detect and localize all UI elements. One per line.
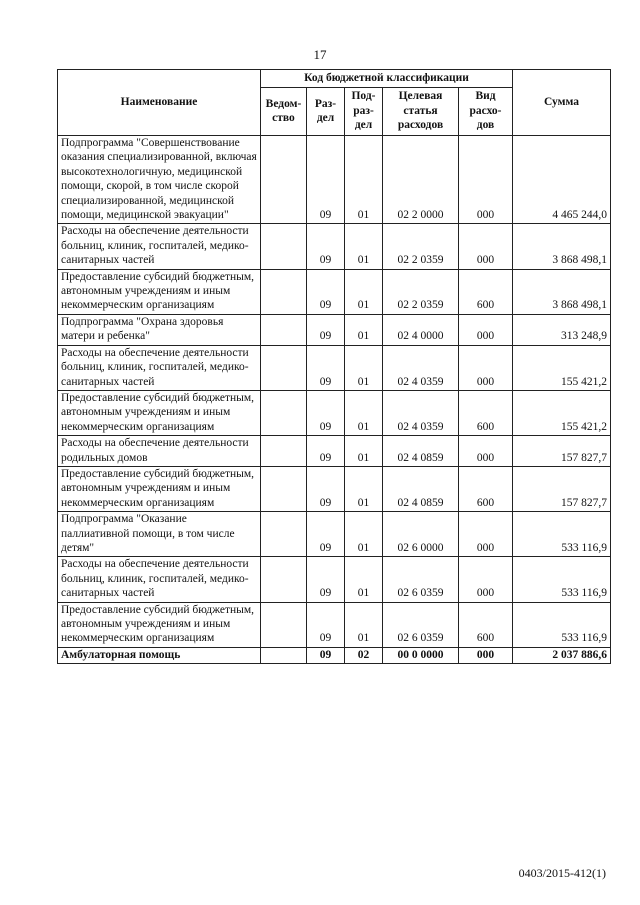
row-name: Амбулаторная помощь [58, 647, 261, 663]
table-row [58, 136, 611, 224]
row-vedomstvo [261, 647, 307, 663]
row-podrazdel: 01 [345, 390, 383, 435]
table-row [58, 390, 611, 435]
row-podrazdel: 01 [345, 345, 383, 390]
row-vedomstvo [261, 136, 307, 224]
row-vid: 000 [459, 136, 513, 224]
row-summa: 533 116,9 [513, 557, 611, 602]
row-summa: 313 248,9 [513, 314, 611, 345]
row-celevaya: 02 4 0359 [383, 390, 459, 435]
row-vedomstvo [261, 602, 307, 647]
row-podrazdel: 01 [345, 436, 383, 467]
table-row [58, 557, 611, 602]
row-vedomstvo [261, 466, 307, 511]
row-vid: 600 [459, 390, 513, 435]
row-summa: 533 116,9 [513, 512, 611, 557]
row-vid: 600 [459, 466, 513, 511]
header-name: Наименование [58, 70, 261, 136]
row-razdel: 09 [307, 390, 345, 435]
row-razdel: 09 [307, 602, 345, 647]
row-name: Предоставление субсидий бюджетным, автономным учреждениям и иным некоммерческим организациям [58, 390, 261, 435]
row-razdel: 09 [307, 314, 345, 345]
row-name: Подпрограмма "Совершенствование оказания специализированной, включая высокотехнологичную, медицинской помощи, скорой, в том числе скорой специализированной, медицинской помощи, медицинской эвакуации" [58, 136, 261, 224]
row-summa: 157 827,7 [513, 436, 611, 467]
row-name: Предоставление субсидий бюджетным, автономным учреждениям и иным некоммерческим организациям [58, 466, 261, 511]
row-celevaya: 00 0 0000 [383, 647, 459, 663]
header-razdel: Раз- дел [307, 88, 345, 136]
row-summa: 3 868 498,1 [513, 269, 611, 314]
row-name: Предоставление субсидий бюджетным, автономным учреждениям и иным некоммерческим организациям [58, 269, 261, 314]
row-razdel: 09 [307, 136, 345, 224]
row-razdel: 09 [307, 647, 345, 663]
row-vedomstvo [261, 436, 307, 467]
row-celevaya: 02 4 0859 [383, 436, 459, 467]
row-vid: 600 [459, 269, 513, 314]
table-row [58, 314, 611, 345]
row-vid: 000 [459, 224, 513, 269]
row-celevaya: 02 6 0000 [383, 512, 459, 557]
row-summa: 155 421,2 [513, 345, 611, 390]
row-vedomstvo [261, 224, 307, 269]
row-summa: 2 037 886,6 [513, 647, 611, 663]
header-code-group: Код бюджетной классификации [261, 70, 513, 88]
row-razdel: 09 [307, 436, 345, 467]
row-name: Расходы на обеспечение деятельности больниц, клиник, госпиталей, медико-санитарных частей [58, 345, 261, 390]
row-podrazdel: 01 [345, 314, 383, 345]
budget-table [57, 69, 611, 664]
row-vid: 000 [459, 436, 513, 467]
row-vid: 000 [459, 345, 513, 390]
row-celevaya: 02 6 0359 [383, 602, 459, 647]
row-name: Расходы на обеспечение деятельности больниц, клиник, госпиталей, медико-санитарных частей [58, 224, 261, 269]
table-row [58, 512, 611, 557]
row-podrazdel: 02 [345, 647, 383, 663]
row-celevaya: 02 2 0000 [383, 136, 459, 224]
row-razdel: 09 [307, 345, 345, 390]
row-podrazdel: 01 [345, 269, 383, 314]
row-celevaya: 02 2 0359 [383, 224, 459, 269]
page-number: 17 [313, 47, 327, 62]
row-name: Расходы на обеспечение деятельности больниц, клиник, госпиталей, медико-санитарных частей [58, 557, 261, 602]
header-podrazdel: Под- раз- дел [345, 88, 383, 136]
row-podrazdel: 01 [345, 557, 383, 602]
row-vid: 000 [459, 557, 513, 602]
row-vid: 000 [459, 647, 513, 663]
table-row-total [58, 647, 611, 663]
header-vedomstvo: Ведом- ство [261, 88, 307, 136]
row-name: Расходы на обеспечение деятельности родильных домов [58, 436, 261, 467]
header-summa: Сумма [513, 70, 611, 136]
row-razdel: 09 [307, 512, 345, 557]
row-podrazdel: 01 [345, 602, 383, 647]
row-razdel: 09 [307, 466, 345, 511]
row-vedomstvo [261, 269, 307, 314]
row-razdel: 09 [307, 269, 345, 314]
row-vid: 600 [459, 602, 513, 647]
header-vid: Вид расхо- дов [459, 88, 513, 136]
header-celevaya: Целевая статья расходов [383, 88, 459, 136]
row-vedomstvo [261, 512, 307, 557]
table-row [58, 345, 611, 390]
table-header [58, 70, 611, 136]
row-summa: 155 421,2 [513, 390, 611, 435]
row-podrazdel: 01 [345, 512, 383, 557]
row-name: Подпрограмма "Охрана здоровья матери и ребенка" [58, 314, 261, 345]
row-vedomstvo [261, 557, 307, 602]
row-vid: 000 [459, 512, 513, 557]
table-row [58, 269, 611, 314]
table-row [58, 602, 611, 647]
row-celevaya: 02 4 0859 [383, 466, 459, 511]
row-celevaya: 02 6 0359 [383, 557, 459, 602]
row-vedomstvo [261, 314, 307, 345]
row-celevaya: 02 2 0359 [383, 269, 459, 314]
row-summa: 3 868 498,1 [513, 224, 611, 269]
row-summa: 533 116,9 [513, 602, 611, 647]
row-celevaya: 02 4 0359 [383, 345, 459, 390]
row-podrazdel: 01 [345, 466, 383, 511]
row-podrazdel: 01 [345, 224, 383, 269]
row-razdel: 09 [307, 557, 345, 602]
row-vedomstvo [261, 345, 307, 390]
table-row [58, 466, 611, 511]
table-row [58, 224, 611, 269]
row-name: Предоставление субсидий бюджетным, автономным учреждениям и иным некоммерческим организациям [58, 602, 261, 647]
row-vedomstvo [261, 390, 307, 435]
row-name: Подпрограмма "Оказание паллиативной помощи, в том числе детям" [58, 512, 261, 557]
table-body [58, 136, 611, 648]
row-vid: 000 [459, 314, 513, 345]
row-razdel: 09 [307, 224, 345, 269]
row-summa: 157 827,7 [513, 466, 611, 511]
document-code: 0403/2015-412(1) [518, 866, 606, 880]
table-row [58, 436, 611, 467]
row-celevaya: 02 4 0000 [383, 314, 459, 345]
row-summa: 4 465 244,0 [513, 136, 611, 224]
row-podrazdel: 01 [345, 136, 383, 224]
